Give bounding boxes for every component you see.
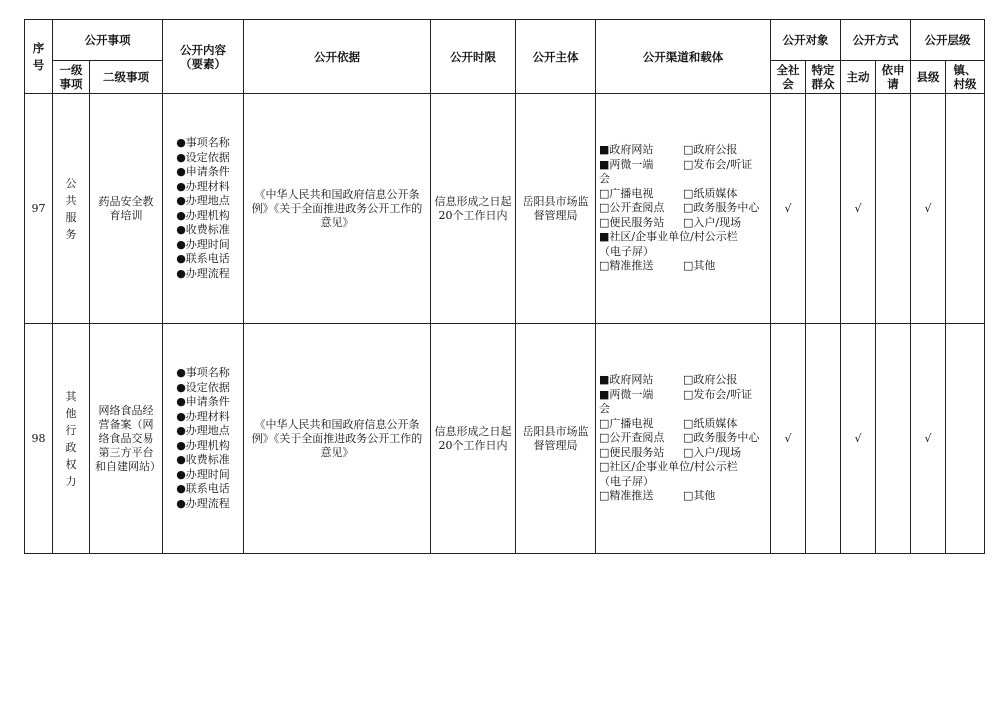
cell-time-limit: 信息形成之日起20个工作日内 bbox=[431, 94, 516, 324]
cell-target-all: √ bbox=[771, 324, 806, 554]
header-item-l1: 一级事项 bbox=[53, 61, 90, 94]
cell-target-all: √ bbox=[771, 94, 806, 324]
header-channel: 公开渠道和载体 bbox=[596, 20, 771, 94]
cell-basis: 《中华人民共和国政府信息公开条例》《关于全面推进政务公开工作的意见》 bbox=[244, 94, 431, 324]
header-item: 公开事项 bbox=[53, 20, 163, 61]
cell-content bbox=[163, 324, 244, 554]
cell-content bbox=[163, 94, 244, 324]
cell-l1: 其他行政权力 bbox=[53, 324, 90, 554]
header-subject: 公开主体 bbox=[516, 20, 596, 94]
header-level-town: 镇、村级 bbox=[946, 61, 985, 94]
cell-level-county: √ bbox=[911, 324, 946, 554]
cell-method-active: √ bbox=[841, 94, 876, 324]
cell-l2: 网络食品经营备案（网络食品交易第三方平台和自建网站） bbox=[90, 324, 163, 554]
cell-l1: 公共服务 bbox=[53, 94, 90, 324]
cell-method-active: √ bbox=[841, 324, 876, 554]
header-target-all: 全社会 bbox=[771, 61, 806, 94]
header-basis: 公开依据 bbox=[244, 20, 431, 94]
table-row bbox=[25, 324, 985, 554]
cell-channels: ■政府网站 □政府公报 ■两微一端 □发布会/听证 会 □广播电视 □纸质媒体 □公开查阅点 □政务服务中心 □便民服务站 □入户/现场 □社区/企事业单位/村公示栏 （电子屏） □精准推送 □其他 bbox=[596, 324, 771, 554]
header-level-county: 县级 bbox=[911, 61, 946, 94]
cell-method-request bbox=[876, 94, 911, 324]
cell-time-limit: 信息形成之日起20个工作日内 bbox=[431, 324, 516, 554]
cell-target-specific bbox=[806, 94, 841, 324]
cell-no: 97 bbox=[25, 94, 53, 324]
cell-level-town bbox=[946, 324, 985, 554]
header-no: 序号 bbox=[25, 20, 53, 94]
cell-level-county: √ bbox=[911, 94, 946, 324]
header-method-request: 依申请 bbox=[876, 61, 911, 94]
cell-level-town bbox=[946, 94, 985, 324]
header-item-l2: 二级事项 bbox=[90, 61, 163, 94]
cell-no: 98 bbox=[25, 324, 53, 554]
cell-basis: 《中华人民共和国政府信息公开条例》《关于全面推进政务公开工作的意见》 bbox=[244, 324, 431, 554]
header-level: 公开层级 bbox=[911, 20, 985, 61]
header-method-active: 主动 bbox=[841, 61, 876, 94]
header-time-limit: 公开时限 bbox=[431, 20, 516, 94]
header-content: 公开内容（要素） bbox=[163, 20, 244, 94]
cell-target-specific bbox=[806, 324, 841, 554]
cell-subject: 岳阳县市场监督管理局 bbox=[516, 94, 596, 324]
cell-l2: 药品安全教育培训 bbox=[90, 94, 163, 324]
header-method: 公开方式 bbox=[841, 20, 911, 61]
content-list: ●事项名称 ●设定依据 ●申请条件 ●办理材料 ●办理地点 ●办理机构 ●收费标准 ●办理时间 ●联系电话 ●办理流程 bbox=[176, 136, 230, 280]
table-row bbox=[25, 94, 985, 324]
cell-method-request bbox=[876, 324, 911, 554]
header-target: 公开对象 bbox=[771, 20, 841, 61]
header-target-specific: 特定群众 bbox=[806, 61, 841, 94]
disclosure-table bbox=[24, 19, 985, 554]
cell-channels: ■政府网站 □政府公报 ■两微一端 □发布会/听证 会 □广播电视 □纸质媒体 □公开查阅点 □政务服务中心 □便民服务站 □入户/现场 ■社区/企事业单位/村公示栏 （电子屏） □精准推送 □其他 bbox=[596, 94, 771, 324]
content-list: ●事项名称 ●设定依据 ●申请条件 ●办理材料 ●办理地点 ●办理机构 ●收费标准 ●办理时间 ●联系电话 ●办理流程 bbox=[176, 366, 230, 510]
cell-subject: 岳阳县市场监督管理局 bbox=[516, 324, 596, 554]
